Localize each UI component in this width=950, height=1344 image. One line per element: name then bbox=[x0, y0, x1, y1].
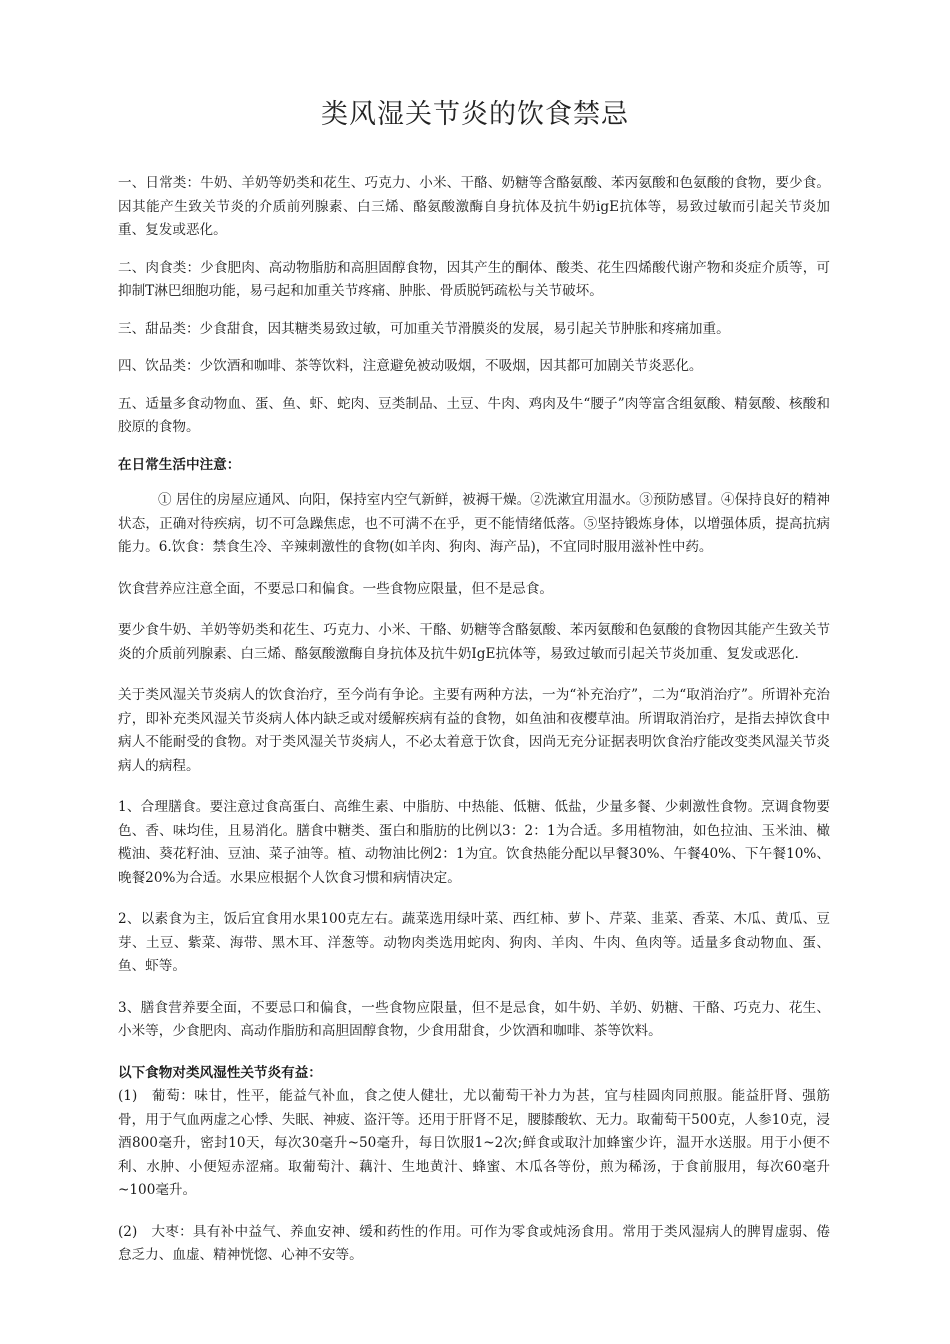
heading-daily-life: 在日常生活中注意： bbox=[118, 456, 241, 473]
paragraph-daily-life-tips: ① 居住的房屋应通风、向阳，保持室内空气新鲜，被褥干燥。②洗漱宜用温水。③预防感冒。④保持良好的精神状态，正确对待疾病，切不可急躁焦虑，也不可满不在乎，更不能情绪低落。⑤坚持锻炼身体，以增强体质，提高抗病能力。6.饮食：禁食生冷、辛辣刺激性的食物(如羊肉、狗肉、海产品)，不宜同时服用滋补性中药。 bbox=[118, 492, 830, 555]
paragraph-diet-therapy: 关于类风湿关节炎病人的饮食治疗，至今尚有争论。主要有两种方法，一为“补充治疗”，二为“取消治疗”。所谓补充治疗，即补充类风湿关节炎病人体内缺乏或对缓解疾病有益的食物，如鱼油和夜樱草油。所谓取消治疗，是指去掉饮食中病人不能耐受的食物。对于类风湿关节炎病人，不必太着意于饮食，因尚无充分证据表明饮食治疗能改变类风湿关节炎病人的病程。 bbox=[118, 687, 830, 774]
heading-beneficial-foods: 以下食物对类风湿性关节炎有益： bbox=[118, 1064, 322, 1081]
paragraph-jujube: (2) 大枣：具有补中益气、养血安神、缓和药性的作用。可作为零食或炖汤食用。常用于类风湿病人的脾胃虚弱、倦怠乏力、血虚、精神恍惚、心神不安等。 bbox=[118, 1223, 830, 1263]
paragraph-recommended-foods: 五、适量多食动物血、蛋、鱼、虾、蛇肉、豆类制品、土豆、牛肉、鸡肉及牛“腰子”肉等富含组氨酸、精氨酸、核酸和胶原的食物。 bbox=[118, 395, 830, 435]
document-title: 类风湿关节炎的饮食禁忌 bbox=[321, 99, 629, 130]
paragraph-item-1: 1、合理膳食。要注意过食高蛋白、高维生素、中脂肪、中热能、低糖、低盐，少量多餐、少刺激性食物。烹调食物要色、香、味均佳，且易消化。膳食中糖类、蛋白和脂肪的比例以3：2：1为合适。多用植物油，如色拉油、玉米油、橄榄油、葵花籽油、豆油、菜子油等。植、动物油比例2：1为宜。饮食热能分配以早餐30%、午餐40%、下午餐10%、晚餐20%为合适。水果应根据个人饮食习惯和病情决定。 bbox=[118, 799, 830, 886]
paragraph-balanced-nutrition: 饮食营养应注意全面，不要忌口和偏食。一些食物应限量，但不是忌食。 bbox=[118, 580, 553, 597]
paragraph-meat-foods: 二、肉食类：少食肥肉、高动物脂肪和高胆固醇食物，因其产生的酮体、酸类、花生四烯酸代谢产物和炎症介质等，可抑制T淋巴细胞功能，易弓起和加重关节疼痛、肿胀、骨质脱钙疏松与关节破坏。 bbox=[118, 259, 830, 299]
paragraph-item-2: 2、以素食为主，饭后宜食用水果100克左右。蔬菜选用绿叶菜、西红柿、萝卜、芹菜、韭菜、香菜、木瓜、黄瓜、豆芽、土豆、紫菜、海带、黑木耳、洋葱等。动物肉类选用蛇肉、狗肉、羊肉、牛肉、鱼肉等。适量多食动物血、蛋、鱼、虾等。 bbox=[118, 911, 830, 974]
paragraph-drinks: 四、饮品类：少饮酒和咖啡、茶等饮料，注意避免被动吸烟，不吸烟，因其都可加剧关节炎恶化。 bbox=[118, 358, 703, 374]
paragraph-daily-foods: 一、日常类：牛奶、羊奶等奶类和花生、巧克力、小米、干酪、奶糖等含酪氨酸、苯丙氨酸和色氨酸的食物，要少食。因其能产生致关节炎的介质前列腺素、白三烯、酪氨酸激酶自身抗体及抗牛奶igE抗体等，易致过敏而引起关节炎加重、复发或恶化。 bbox=[118, 175, 830, 238]
paragraph-sweets: 三、甜品类：少食甜食，因其糖类易致过敏，可加重关节滑膜炎的发展，易引起关节肿胀和疼痛加重。 bbox=[118, 320, 730, 337]
paragraph-item-3: 3、膳食营养要全面，不要忌口和偏食，一些食物应限量，但不是忌食，如牛奶、羊奶、奶糖、干酪、巧克力、花生、小米等，少食肥肉、高动作脂肪和高胆固醇食物，少食用甜食，少饮酒和咖啡、茶等饮料。 bbox=[118, 999, 830, 1039]
paragraph-limit-dairy: 要少食牛奶、羊奶等奶类和花生、巧克力、小米、干酪、奶糖等含酪氨酸、苯丙氨酸和色氨酸的食物因其能产生致关节炎的介质前列腺素、白三烯、酪氨酸激酶自身抗体及抗牛奶IgE抗体等，易致过敏而引起关节炎加重、复发或恶化. bbox=[118, 622, 830, 662]
document-body bbox=[118, 172, 830, 1282]
paragraph-grapes: (1) 葡萄：味甘，性平，能益气补血，食之使人健壮，尤以葡萄干补力为甚，宜与桂圆肉同煎服。能益肝肾、强筋骨，用于气血两虚之心悸、失眠、神疲、盗汗等。还用于肝肾不足，腰膝酸软、无力。取葡萄干500克，人参10克，浸酒800毫升，密封10天，每次30毫升~50毫升，每日饮服1~2次;鲜食或取汁加蜂蜜少许，温开水送服。用于小便不利、水肿、小便短赤涩痛。取葡萄汁、藕汁、生地黄汁、蜂蜜、木瓜各等份，煎为稀汤，于食前服用，每次60毫升~100毫升。 bbox=[118, 1088, 830, 1198]
